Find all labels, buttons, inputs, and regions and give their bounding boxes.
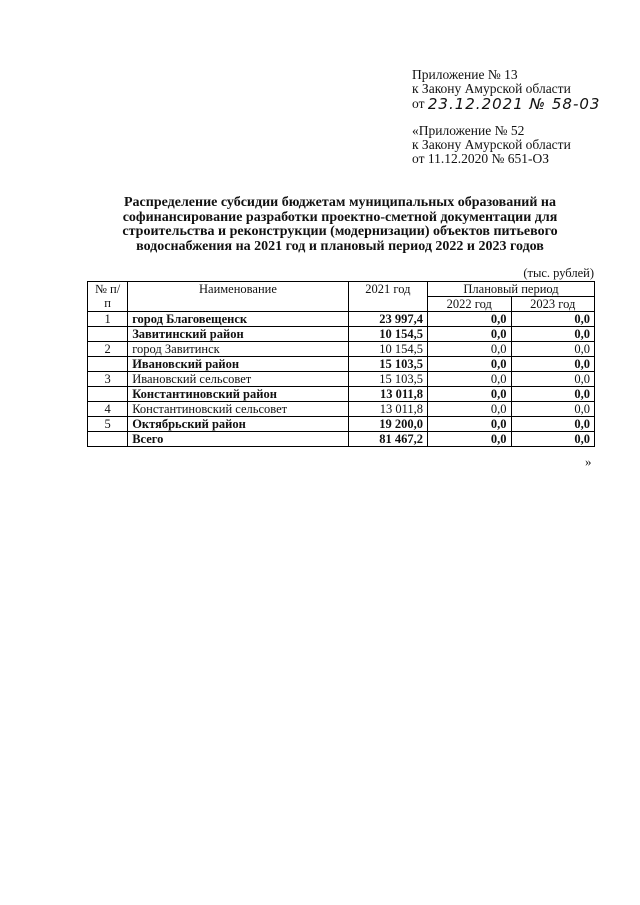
table-row	[88, 327, 595, 342]
table-body	[88, 312, 595, 447]
row-name: Ивановский район	[128, 357, 349, 372]
row-name: Завитинский район	[128, 327, 349, 342]
row-name: Октябрьский район	[128, 417, 349, 432]
table-row	[88, 402, 595, 417]
appendix-date-prefix: от	[412, 96, 425, 111]
row-number: 4	[88, 402, 128, 417]
row-value-2021: 81 467,2	[348, 432, 427, 447]
row-value-2021: 10 154,5	[348, 327, 427, 342]
handwritten-date-number: 23.12.2021 № 58-03	[427, 95, 601, 113]
row-value-2022: 0,0	[428, 417, 511, 432]
row-value-2023: 0,0	[511, 342, 594, 357]
header-name: Наименование	[128, 282, 349, 312]
row-value-2022: 0,0	[428, 387, 511, 402]
row-value-2021: 13 011,8	[348, 402, 427, 417]
header-num	[88, 282, 128, 312]
header-plan-period: Плановый период	[428, 282, 595, 297]
row-number: 5	[88, 417, 128, 432]
row-value-2021: 19 200,0	[348, 417, 427, 432]
row-value-2023: 0,0	[511, 432, 594, 447]
row-value-2022: 0,0	[428, 372, 511, 387]
row-value-2021: 15 103,5	[348, 372, 427, 387]
row-number: 3	[88, 372, 128, 387]
table-row	[88, 432, 595, 447]
row-name: город Завитинск	[128, 342, 349, 357]
table-row	[88, 372, 595, 387]
row-value-2021: 23 997,4	[348, 312, 427, 327]
title-line-2: софинансирование разработки проектно-сметной документации для	[122, 209, 558, 225]
row-value-2022: 0,0	[428, 357, 511, 372]
previous-appendix-number: «Приложение № 52	[412, 123, 525, 138]
row-value-2023: 0,0	[511, 357, 594, 372]
row-value-2023: 0,0	[511, 372, 594, 387]
header-2022: 2022 год	[428, 297, 511, 312]
row-value-2022: 0,0	[428, 327, 511, 342]
appendix-law-ref: к Закону Амурской области	[412, 81, 571, 96]
row-value-2023: 0,0	[511, 312, 594, 327]
row-value-2022: 0,0	[428, 342, 511, 357]
row-name: Константиновский сельсовет	[128, 402, 349, 417]
appendix-header	[412, 68, 627, 111]
appendix-date-line	[412, 96, 627, 111]
row-number: 2	[88, 342, 128, 357]
units-label: (тыс. рублей)	[523, 266, 594, 280]
previous-appendix-law-ref: к Закону Амурской области	[412, 137, 571, 152]
row-value-2022: 0,0	[428, 402, 511, 417]
closing-quote: »	[585, 454, 592, 469]
row-value-2023: 0,0	[511, 402, 594, 417]
row-value-2022: 0,0	[428, 312, 511, 327]
subsidy-table	[87, 281, 595, 447]
row-name: Константиновский район	[128, 387, 349, 402]
title-line-4: водоснабжения на 2021 год и плановый период 2022 и 2023 годов	[136, 238, 544, 254]
header-num-text: № п/п	[94, 282, 121, 310]
row-value-2023: 0,0	[511, 327, 594, 342]
row-value-2021: 10 154,5	[348, 342, 427, 357]
row-name: Ивановский сельсовет	[128, 372, 349, 387]
row-number	[88, 432, 128, 447]
previous-appendix-header	[412, 124, 627, 166]
row-number	[88, 387, 128, 402]
row-value-2021: 13 011,8	[348, 387, 427, 402]
table-row	[88, 312, 595, 327]
header-2023: 2023 год	[511, 297, 594, 312]
title-line-1: Распределение субсидии бюджетам муниципальных образований на	[124, 195, 556, 210]
header-2021: 2021 год	[348, 282, 427, 312]
row-value-2023: 0,0	[511, 417, 594, 432]
row-value-2021: 15 103,5	[348, 357, 427, 372]
table-row	[88, 387, 595, 402]
document-title	[80, 196, 600, 254]
appendix-number: Приложение № 13	[412, 67, 518, 82]
table-row	[88, 357, 595, 372]
row-name: город Благовещенск	[128, 312, 349, 327]
title-line-3: строительства и реконструкции (модернизации) объектов питьевого	[122, 224, 558, 239]
row-name: Всего	[128, 432, 349, 447]
row-number	[88, 357, 128, 372]
row-number: 1	[88, 312, 128, 327]
table-row	[88, 417, 595, 432]
previous-appendix-date: от 11.12.2020 № 651-ОЗ	[412, 151, 549, 166]
row-number	[88, 327, 128, 342]
table-row	[88, 342, 595, 357]
row-value-2023: 0,0	[511, 387, 594, 402]
row-value-2022: 0,0	[428, 432, 511, 447]
